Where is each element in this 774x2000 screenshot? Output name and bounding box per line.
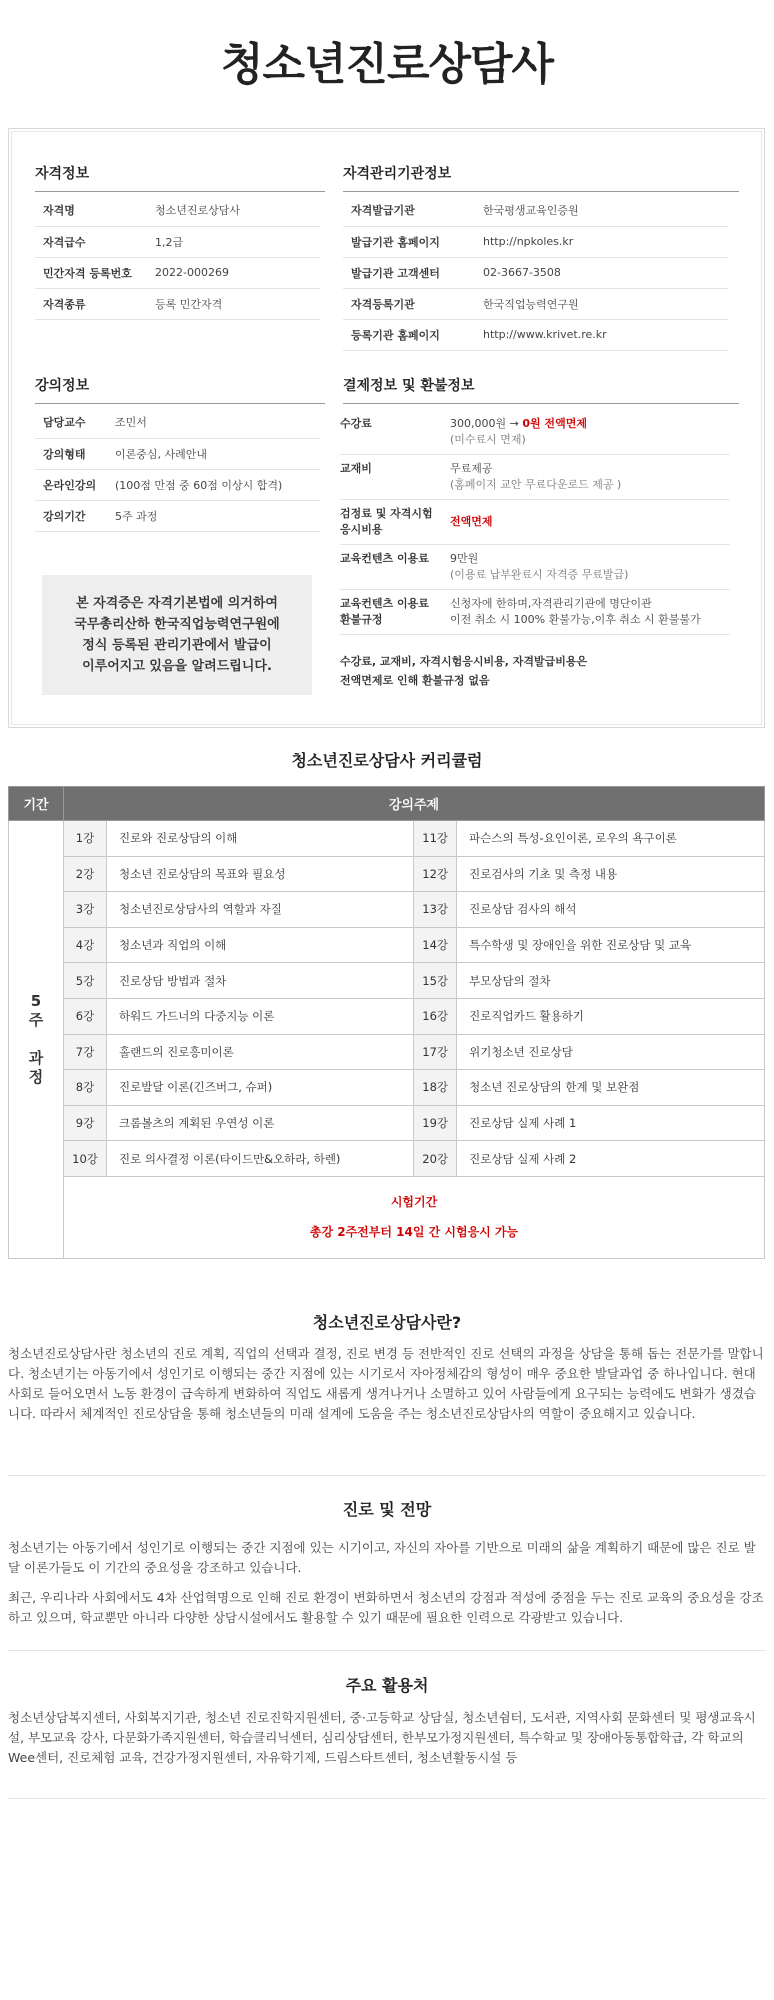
row-value: 이론중심, 사례안내 [115,438,320,469]
lecture-number: 9강 [64,1105,107,1141]
row-value: 한국직업능력연구원 [483,288,728,319]
lecture-number: 10강 [64,1141,107,1177]
column-header-period: 기간 [9,787,64,821]
row-value: 청소년진로상담사 [155,195,320,226]
lecture-number: 11강 [414,821,457,857]
exam-row [9,1176,765,1258]
period-char: 주 [28,1010,44,1029]
row-label: 등록기관 홈페이지 [343,319,483,350]
lecture-topic: 파슨스의 특성-요인이론, 로우의 욕구이론 [457,821,765,857]
refund-value: 신청자에 한하며,자격관리기관에 명단이관 [450,597,652,610]
lecture-topic: 진로상담 방법과 절차 [107,963,414,999]
lecture-topic: 진로상담 실제 사례 1 [457,1105,765,1141]
notice-line: 이루어지고 있음을 알려드립니다. [82,659,272,674]
table-row [35,407,320,438]
usage-title: 주요 활용처 [345,1676,429,1695]
fee-original: 300,000원 → [450,417,519,430]
lecture-number: 20강 [414,1141,457,1177]
table-row [9,1070,765,1106]
row-label: 교육컨텐츠 이용료 [340,545,450,590]
lecture-topic: 홀랜드의 진로흥미이론 [107,1034,414,1070]
agency-table [343,195,728,351]
table-row [343,195,728,226]
lecture-number: 13강 [414,892,457,928]
lecture-number: 3강 [64,892,107,928]
lecture-number: 7강 [64,1034,107,1070]
lecture-topic: 청소년 진로상담의 목표와 필요성 [107,856,414,892]
row-value: 5주 과정 [115,500,320,531]
homepage-link[interactable]: http://www.krivet.re.kr [483,319,728,350]
row-value: 등록 민간자격 [155,288,320,319]
lecture-topic: 진로검사의 기초 및 측정 내용 [457,856,765,892]
period-char [9,1030,63,1049]
table-row [35,438,320,469]
table-row [9,1034,765,1070]
outlook-text-1: 청소년기는 아동기에서 성인기로 이행되는 중간 지점에 있는 시기이고, 자신의 자아를 기반으로 미래의 삶을 계획하기 때문에 많은 진로 발달 이론가들도 이 기간의 중요성을 강조하고 있습니다. [8,1540,756,1575]
table-row [9,856,765,892]
notice-line: 본 자격증은 자격기본법에 의거하여 [76,596,278,611]
lecture-number: 2강 [64,856,107,892]
table-header-row [9,787,765,821]
table-row [35,257,320,288]
table-row [35,469,320,500]
lecture-topic: 크롬볼츠의 계획된 우연성 이론 [107,1105,414,1141]
row-label: 강의형태 [35,438,115,469]
row-value: 한국평생교육인증원 [483,195,728,226]
table-row [343,257,728,288]
lecture-number: 14강 [414,927,457,963]
notice-line: 정식 등록된 관리기관에서 발급이 [82,638,272,653]
notice-line: 국무총리산하 한국직업능력연구원에 [74,617,280,632]
lecture-topic: 특수학생 및 장애인을 위한 진로상담 및 교육 [457,927,765,963]
lecture-number: 4강 [64,927,107,963]
agency-heading: 자격관리기관정보 [343,163,739,192]
row-label: 수강료 [340,410,450,455]
divider [8,1650,766,1651]
table-row [9,998,765,1034]
lecture-topic: 진로상담 검사의 해석 [457,892,765,928]
row-value: (100점 만점 중 60점 이상시 합격) [115,469,320,500]
row-label: 응시비용 [340,523,383,536]
content-value: 9만원 [450,552,479,565]
about-title: 청소년진로상담사란? [312,1313,462,1332]
row-label: 강의기간 [35,500,115,531]
table-row [340,455,730,500]
homepage-link[interactable]: http://npkoles.kr [483,226,728,257]
row-label: 발급기관 홈페이지 [343,226,483,257]
outlook-title: 진로 및 전망 [342,1500,432,1519]
lecture-number: 15강 [414,963,457,999]
period-char: 과 [28,1048,44,1067]
table-row [340,500,730,545]
lecture-table [35,407,320,532]
lecture-topic: 청소년진로상담사의 역할과 자질 [107,892,414,928]
row-label: 검정료 및 자격시험 [340,507,433,520]
lecture-heading: 강의정보 [35,375,325,404]
row-label: 교재비 [340,455,450,500]
page-title: 청소년진로상담사 [220,39,554,90]
table-row [9,1105,765,1141]
lecture-number: 18강 [414,1070,457,1106]
row-label: 자격발급기관 [343,195,483,226]
row-label: 온라인강의 [35,469,115,500]
table-row [35,226,320,257]
exam-period-desc: 총강 2주전부터 14일 간 시험응시 가능 [309,1225,519,1240]
table-row [9,927,765,963]
payment-table [340,410,730,635]
lecture-number: 16강 [414,998,457,1034]
row-label: 자격급수 [35,226,155,257]
table-row [9,892,765,928]
about-text: 청소년진로상담사란 청소년의 진로 계획, 직업의 선택과 결정, 진로 변경 등 전반적인 진로 선택의 과정을 상담을 통해 돕는 전문가를 말합니다. 청소년기는 아동기에서 성인기로 이행되는 중간 지점에 있는 시기로서 자아정체감의 형성이 매우 중요한 발달과업 중 하나입니다. 현대사회로 들어오면서 노동 환경이 급속하게 변화하여 직업도 새롭게 생겨나거나 소멸하고 있어 사람들에게 요구되는 능력에도 변화가 생겼습니다. 따라서 체계적인 진로상담을 통해 청소년들의 미래 설계에 도움을 주는 청소년진로상담사의 역할이 중요해지고 있습니다. [8,1346,764,1421]
row-value: 2022-000269 [155,257,320,288]
refund-note: 수강료, 교재비, 자격시험응시비용, 자격발급비용은 전액면제로 인해 환불규정 없음 [340,655,588,687]
material-value: 무료제공 [450,462,493,475]
exam-period-title: 시험기간 [390,1195,438,1210]
lecture-number: 6강 [64,998,107,1034]
qualification-heading: 자격정보 [35,163,325,192]
lecture-topic: 진로 의사결정 이론(타이드만&오하라, 하렌) [107,1141,414,1177]
row-value: 02-3667-3508 [483,257,728,288]
usage-text: 청소년상담복지센터, 사회복지기관, 청소년 진로진학지원센터, 중·고등학교 상담실, 청소년쉼터, 도서관, 지역사회 문화센터 및 평생교육시설, 부모교육 강사, 다문화가족지원센터, 학습클리닉센터, 심리상담센터, 한부모가정지원센터, 특수학교 및 장애아동통합학급, 각 학교의 Wee센터, 진로체험 교육, 건강가정지원센터, 자유학기제, 드림스타트센터, 청소년활동시설 등 [8,1710,756,1765]
table-row [35,500,320,531]
exam-fee-free: 전액면제 [450,515,493,528]
table-row [343,288,728,319]
lecture-number: 17강 [414,1034,457,1070]
lecture-topic: 진로발달 이론(긴즈버그, 슈퍼) [107,1070,414,1106]
outlook-text-2: 최근, 우리나라 사회에서도 4차 산업혁명으로 인해 진로 환경이 변화하면서 청소년의 강점과 적성에 중점을 두는 진로 교육의 중요성을 강조하고 있으며, 학교뿐만 아니라 다양한 상담시설에서도 활용할 수 있기 때문에 필요한 인력으로 각광받고 있습니다. [8,1590,764,1625]
row-label: 민간자격 등록번호 [35,257,155,288]
table-row [9,821,765,857]
row-value: 조민서 [115,407,320,438]
row-label: 자격종류 [35,288,155,319]
table-row [340,410,730,455]
payment-heading: 결제정보 및 환불정보 [343,375,739,404]
period-char: 정 [28,1067,44,1086]
row-label: 자격명 [35,195,155,226]
lecture-topic: 하워드 가드너의 다중지능 이론 [107,998,414,1034]
row-label: 담당교수 [35,407,115,438]
row-label: 발급기관 고객센터 [343,257,483,288]
period-char: 5 [30,991,42,1010]
table-row [35,195,320,226]
row-label: 환불규정 [340,613,383,626]
period-cell [9,821,64,1259]
row-label: 교육컨텐츠 이용료 [340,597,429,610]
certificate-notice [42,575,312,695]
divider [8,1798,766,1799]
table-row [343,226,728,257]
table-row [9,963,765,999]
lecture-number: 1강 [64,821,107,857]
lecture-topic: 진로직업카드 활용하기 [457,998,765,1034]
material-sub: (홈페이지 교안 무료다운로드 제공 ) [450,478,622,491]
lecture-number: 12강 [414,856,457,892]
table-row [343,319,728,350]
lecture-topic: 진로상담 실제 사례 2 [457,1141,765,1177]
row-label: 자격등록기관 [343,288,483,319]
lecture-number: 8강 [64,1070,107,1106]
fee-sub: (미수료시 면제) [450,433,526,446]
lecture-topic: 부모상담의 절차 [457,963,765,999]
lecture-number: 19강 [414,1105,457,1141]
lecture-topic: 진로와 진로상담의 이해 [107,821,414,857]
table-row [340,590,730,635]
lecture-number: 5강 [64,963,107,999]
table-row [340,545,730,590]
content-sub: (이용료 납부완료시 자격증 무료발급) [450,568,629,581]
qualification-table [35,195,320,320]
refund-value: 이전 취소 시 100% 환불가능,이후 취소 시 환불불가 [450,613,701,626]
table-row [9,1141,765,1177]
column-header-topic: 강의주제 [64,787,765,821]
lecture-topic: 청소년과 직업의 이해 [107,927,414,963]
row-value: 1,2급 [155,226,320,257]
lecture-topic: 위기청소년 진로상담 [457,1034,765,1070]
curriculum-title: 청소년진로상담사 커리큘럼 [291,751,483,770]
lecture-topic: 청소년 진로상담의 한계 및 보완점 [457,1070,765,1106]
curriculum-table [8,786,765,1259]
table-row [35,288,320,319]
divider [8,1475,766,1476]
fee-free: 0원 전액면제 [522,417,587,430]
